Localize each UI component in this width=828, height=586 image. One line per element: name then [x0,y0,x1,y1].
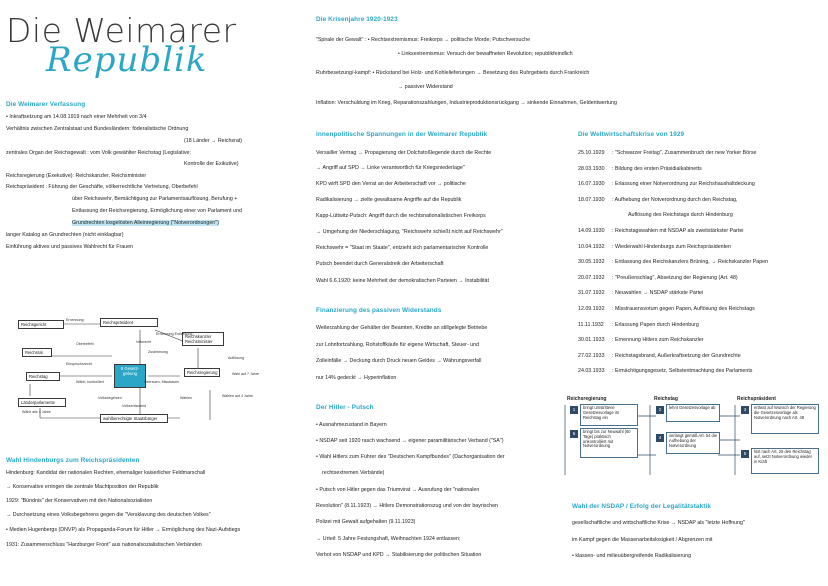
verfassung-line: über Reichswehr, Bemächtigung zur Parlamentsauflösung, Berufung + [72,196,238,202]
spannungen-heading: innenpolitische Spannungen in der Weimarer Republik [316,131,488,138]
verfassung-line: (18 Länder → Reichsrat) [184,138,242,144]
finanzierung-line: Weiterzahlung der Gehälter der Beamten, Kredite an stillgelegte Betriebe [316,325,488,331]
step-number: 1 [570,406,578,414]
nsdap-line: im Kampf gegen die Massenarbeitslosigkeit / Abgrenzen mit [572,537,713,543]
diagram-label: Wahl auf 7 Jahre [232,372,260,376]
hindenburg-line: → Konservative erringen die zentrale Machtposition der Republik [6,484,159,490]
wwk-date: 30.01.1933 [578,337,605,344]
wwk-event: : Aufhebung der Notverordnung durch den Reichstag, [612,196,738,203]
wwk-date: 11.11.1932 [578,321,604,328]
hitlerputsch-line: • NSDAP seit 1920 rasch wachsend → eigener paramilitärischer Verband ("SA") [316,438,504,444]
krisenjahre-line: → passiver Widerstand [398,84,453,90]
verfassung-line: Grundrechten losgelösten Alleinregierung ("Notverordnungen") [72,220,219,226]
nsdap-line: gesellschaftliche und wirtschaftliche Krise → NSDAP als "letzte Hoffnung" [572,520,745,526]
wwk-date: 20.07.1932 [578,274,605,281]
verfassung-line: • Inkraftsetzung am 14.08.1919 nach einer Mehrheit von 3/4 [6,114,147,120]
verfassung-line: Einführung aktives und passives Wahlrecht für Frauen [6,244,133,250]
hindenburg-heading: Wahl Hindenburgs zum Reichspräsidenten [6,457,140,464]
notverordnung-header: Reichsregierung [567,396,607,402]
step-box: löst nach Art. 25 den Reichstag auf, setzt Notverordnung wieder in Kraft [751,448,819,474]
wwk-event: : Reichstagswahlen mit NSDAP als zweitstärkster Partei [612,228,744,234]
verfassung-line: Reichspräsident : Führung der Geschäfte, völkerrechtliche Vertretung, Oberbefehl [6,184,198,190]
finanzierung-line: nur 14% gedeckt → Hyperinflation [316,375,397,381]
box-gesetzgebung: 5 Gesetz-gebung [114,364,146,388]
notverordnung-header: Reichstag [654,396,678,402]
box-reichskanzler: Reichskanzler Reichsminister [182,332,224,346]
box-reichsrat: Reichsrat [22,348,52,357]
nsdap-line: • klassen- und milieuübergreifende Radikalisierung [572,553,692,559]
diagram-label: Ernennung Entlassung [156,332,193,336]
hitlerputsch-line: • Ausnahmezustand in Bayern [316,422,387,428]
diagram-label: Volksentscheid [122,404,146,408]
wwk-event: : Entlassung des Reichskanzlers Brüning, → Reichskanzler Papen [612,259,769,266]
wwk-heading: Die Weltwirtschaftskrise von 1929 [578,131,685,138]
wwk-event: : Neuwahlen → NSDAP stärkste Partei [612,290,704,297]
diagram-label: Wählt alle 4 Jahre [22,410,51,414]
wwk-event: : "Preußenschlag", Absetzung der Regierung (Art. 48) [612,274,738,281]
box-wahlberechtigte: wahlberechtigte Staatsbürger [100,414,168,423]
hindenburg-line: 1929: "Bündnis" der Konservativen mit den Nationalsozialisten [6,498,153,504]
krisenjahre-line: Inflation: Verschuldung im Krieg, Reparationszahlungen, Industrieproduktionsrückgang → sinkende Einnahmen, Geldentwertung [316,100,617,106]
verfassung-line: Entlassung der Reichsregierung, Ermöglichung einer von Parlament und [72,208,242,214]
page-title-line1: Die Weimarer [6,11,237,50]
nsdap-heading: Wahl der NSDAP / Erfolg der Legalitätstaktik [572,503,711,510]
wwk-date: 14.09.1930 [578,228,605,234]
wwk-event: : Erlassung einer Notverordnung zur Reichshaushaltdeckung [612,181,755,188]
spannungen-line: Wahl 6.6.1920: keine Mehrheit der demokratischen Parteien → Instabilität [316,278,489,284]
verfassung-line: zentrales Organ der Reichsgewalt : vom Volk gewählter Reichstag (Legislative; [6,150,191,156]
wwk-event: : "Schwarzer Freitag", Zusammenbruch der new Yorker Börse [612,150,757,156]
step-number: 4 [656,434,664,442]
hitlerputsch-line: → Urteil: 5 Jahre Festungshaft, Weihnachten 1924 entlassen; [316,536,461,542]
wwk-date: 31.07.1932 [578,290,605,297]
diagram-label: Ernennung [66,318,84,322]
diagram-label: Wahlen [180,396,193,400]
wwk-event: : Ermächtigungsgesetz, Selbstentmachtung des Parlaments [612,368,753,375]
diagram-label: Vetorecht [136,340,152,344]
hindenburg-line: → Durchsetzung eines Volksbegehrens gegen die "Versklavung des deutschen Volkes" [6,512,211,518]
diagram-label: Auflösung [228,356,244,360]
hitlerputsch-line: Polizei mit Gewalt aufgehalten (9.11.1923) [316,519,416,525]
step-box: verlangt gemäß Art. 54 die Aufhebung der Notverordnung [666,432,720,454]
step-number: 3 [741,406,749,414]
hitlerputsch-line: Revolution" (8.11.1923) → Hitlers Demonstrationszug und von der bayrischen [316,503,498,509]
step-box: bringt umstrittene Gesetzesvorlage im Reichstag ein [580,404,638,426]
wwk-event: : Bildung des ersten Präsidialkabinetts [612,165,702,172]
wwk-date: 25.10.1929 [578,150,605,156]
diagram-label: Oberbefehl [76,342,94,346]
spannungen-line: Kapp-Lüttwitz-Putsch: Angriff durch die rechtsnationalistischen Freikorps [316,213,486,219]
step-box: lehnt Gesetzesvorlage ab [666,404,720,422]
krisenjahre-line: "Spirale der Gewalt" : • Rechtsextremismus: Freikorps → politische Morde; Putschversuche [316,37,531,43]
spannungen-line: Reichswehr = "Staat im Staate", entzieht sich parlamentarischer Kontrolle [316,245,489,251]
box-reichsgericht: Reichsgericht [18,320,64,329]
hitlerputsch-line: Verbot von NSDAP und KPD → Stabilisierung der politischen Situation [316,552,482,558]
page-title-line2: Republik [46,40,208,80]
diagram-label: Einspruchsrecht [66,362,92,366]
spannungen-line: → Umgehung der Niederschlagung, "Reichswehr schießt nicht auf Reichswehr" [316,229,503,235]
verfassung-line: Reichsregierung (Exekutive): Reichskanzler, Reichsminister [6,173,147,179]
wwk-event: : Wiederwahl Hindenburgs zum Reichspräsidenten [612,243,731,250]
hitlerputsch-line: • Putsch von Hitler gegen das Triumvirat → Ausrufung der "nationalen [316,487,480,493]
wwk-date: 28.03.1930 [578,165,605,172]
step-box: erlässt auf Wunsch der Regierung die Gesetzesvorlage als Notverordnung nach Art. 48 [751,404,819,434]
finanzierung-heading: Finanzierung des passiven Widerstands [316,307,442,314]
wwk-date: 18.07.1930 [578,196,605,203]
spannungen-line: Putsch beendet durch Generalstreik der Arbeiterschaft [316,261,444,267]
notverordnung-header: Reichspräsident [737,396,776,402]
hindenburg-line: Hindenburg: Kandidat der nationalen Rechten, ehemaliger kaiserlicher Feldmarschall [6,470,206,476]
spannungen-line: Radikalisierung → zielte gewaltsame Angriffe auf die Republik [316,197,462,203]
wwk-event: Auflösung des Reichstags durch Hindenburg [628,212,733,219]
wwk-event: : Erlassung Papen durch Hindenburg [612,321,699,328]
hitlerputsch-line: • Wahl Hitlers zum Führer des "Deutschen Kampfbundes" (Dachorganisation der [316,454,505,460]
wwk-date: 12.09.1932 [578,306,605,312]
hitlerputsch-line: rechtsextremen Verbände) [322,470,385,476]
diagram-label: Wählt, kontrolliert [76,380,104,384]
spannungen-line: KPD wirft SPD den Verrat an der Arbeiterschaft vor → politische [316,181,466,187]
verfassung-line: Kontrolle der Exikutive) [184,161,239,167]
wwk-date: 27.02.1933 [578,352,605,359]
krisenjahre-line: Ruhrbesetzung/-kampf: • Rückstand bei Holz- und Kohlelieferungen → Besetzung des Ruhrgebiets durch Frankreich [316,70,590,76]
verfassung-line: Verhältnis zwischen Zentralstaat und Bundesländern: föderalistische Ordnung [6,126,189,132]
diagram-label: Zustimmung [148,350,168,354]
wwk-date: 16.07.1930 [578,181,605,188]
box-reichstag: Reichstag [26,372,60,381]
wwk-event: : Ernennung Hitlers zum Reichskanzler [612,337,704,344]
step-number: 2 [656,406,664,414]
diagram-label: Vertrauen, Misstrauen [144,380,180,384]
step-box: bringt bis zur Neuwahl (60 Tage) praktisch unkontrolliert mit Notverordnung [580,428,638,458]
verfassung-line: langer Katalog an Grundrechten (nicht einklagbar) [6,232,124,238]
hitlerputsch-heading: Der Hitler - Putsch [316,404,374,411]
verfassung-heading: Die Weimarer Verfassung [6,101,86,108]
step-number: 6 [570,430,578,438]
diagram-label: Volksbegehren [98,396,122,400]
hindenburg-line: • Medien Hugenbergs (DNVP) als Propaganda-Forum für Hitler → Ermöglichung des Nazi-Aufstiegs [6,527,241,533]
wwk-date: 10.04.1932 [578,243,605,250]
krisenjahre-heading: Die Krisenjahre 1920-1923 [316,16,398,23]
spannungen-line: → Angriff auf SPD → Linke verantwortlich für Kriegsniederlage" [316,165,465,171]
wwk-event: : Misstrauensvotum gegen Papen, Auflösung des Reichstags [612,306,755,312]
krisenjahre-line: • Linksextremismus: Versuch der bewaffneten Revolution; republikfeindlich [398,51,573,57]
wwk-date: 30.05.1932 [578,259,605,266]
spannungen-line: Versailler Vertrag → Propagierung der Dolchstoßlegende durch die Rechte [316,150,492,156]
box-reichsregierung: Reichsregierung [184,368,220,377]
finanzierung-line: Zolleinfälle → Deckung durch Druck neuen Geldes → Währungsverfall [316,358,482,364]
hindenburg-line: 1931: Zusammenschluss "Harzburger Front" aus nationalsozialistischen Verbänden [6,542,202,548]
box-reichspraesident: Reichspräsident [100,318,158,327]
box-laenderparlamente: Länderparlamente [18,398,66,407]
step-number: 5 [741,450,749,458]
finanzierung-line: zur Lohnfortzahlung, Rohstoffkäufe für eigene Wirtschaft, Steuer- und [316,342,480,348]
wwk-event: : Reichstagsbrand, Außerkraftsetzung der Grundrechte [612,352,741,359]
wwk-date: 24.03.1933 [578,368,605,375]
diagram-label: Wahlen auf 4 Jahre [222,394,254,398]
